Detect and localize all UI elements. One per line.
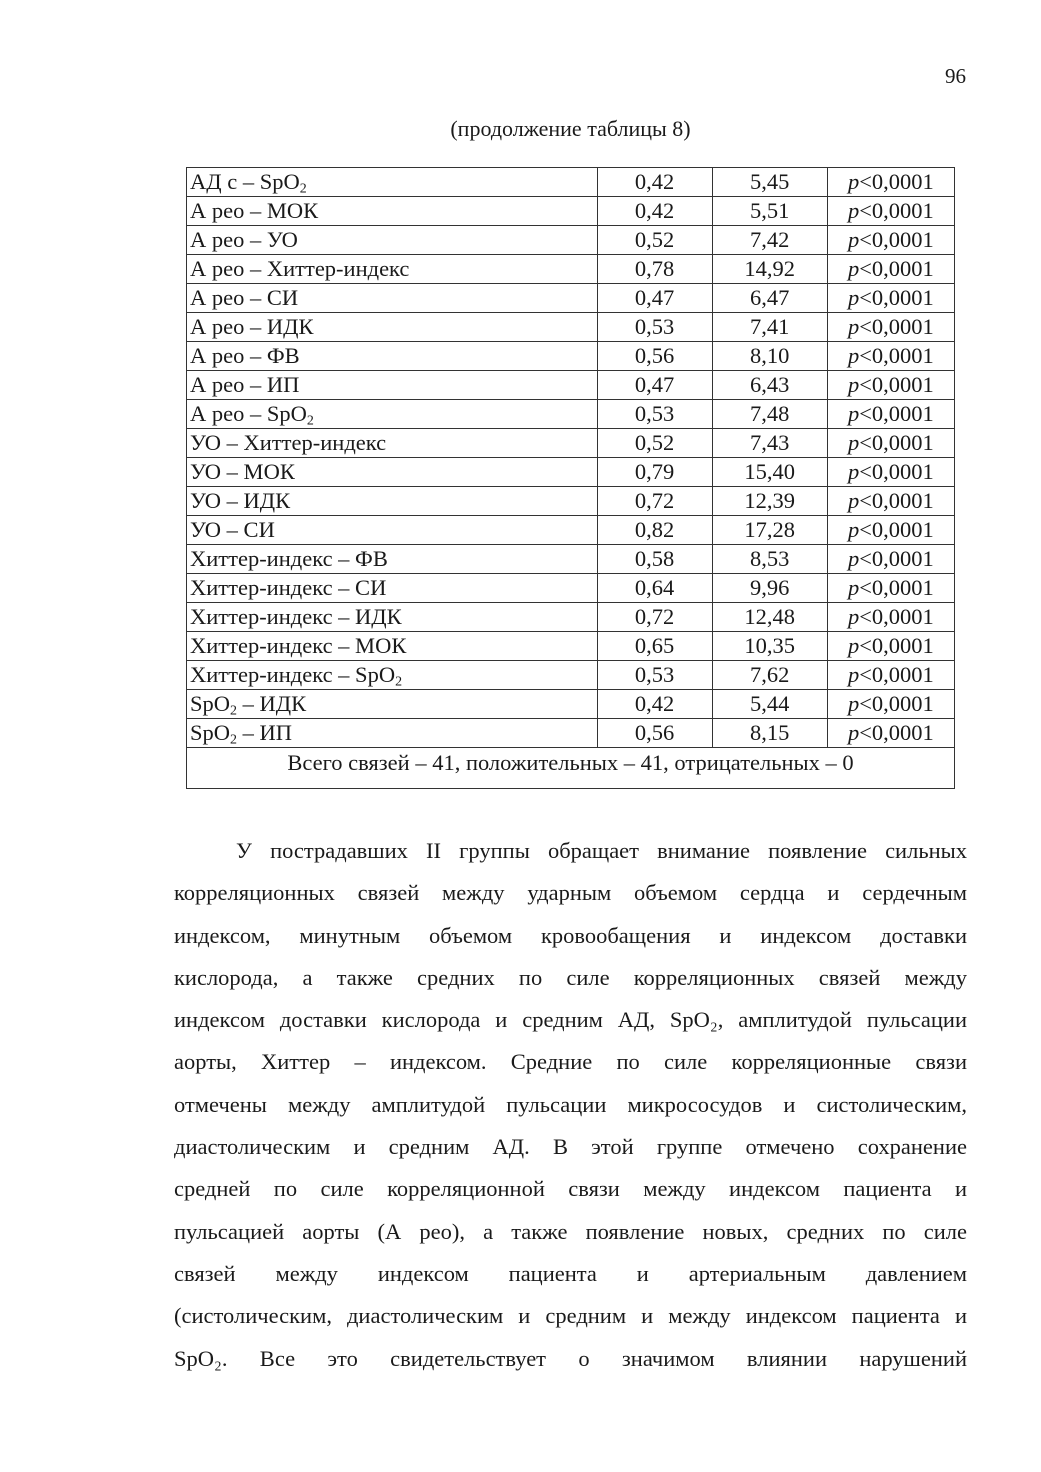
table-caption: (продолжение таблицы 8) (450, 116, 691, 141)
p-threshold: <0,0001 (859, 401, 934, 426)
t-value-cell: 8,15 (712, 719, 827, 748)
pair-name: Хиттер-индекс – SpO (190, 662, 396, 687)
p-threshold: <0,0001 (859, 227, 934, 252)
table-row (187, 603, 955, 632)
r-value-cell: 0,53 (597, 400, 712, 429)
table-row (187, 458, 955, 487)
r-value-cell: 0,47 (597, 371, 712, 400)
p-threshold: <0,0001 (859, 691, 934, 716)
pair-name: Хиттер-индекс – МОК (190, 633, 407, 658)
p-value-cell (827, 632, 954, 661)
pair-name-cell (187, 400, 598, 429)
p-threshold: <0,0001 (859, 285, 934, 310)
pair-name-cell (187, 545, 598, 574)
text-line: индексом, минутным объемом кровообащения и индексом доставки (174, 922, 967, 948)
p-symbol: p (847, 575, 860, 600)
subscript: 2 (230, 703, 237, 719)
p-value-cell (827, 603, 954, 632)
p-symbol: p (847, 343, 860, 368)
pair-name: Хиттер-индекс – ИДК (190, 604, 402, 629)
pair-name: А рео – Хиттер-индекс (190, 256, 410, 281)
text-line: отмечены между амплитудой пульсации микрососудов и систолическим, (174, 1091, 967, 1117)
p-value-cell (827, 313, 954, 342)
t-value-cell: 5,44 (712, 690, 827, 719)
p-threshold: <0,0001 (859, 459, 934, 484)
pair-name-cell (187, 516, 598, 545)
p-value-cell (827, 545, 954, 574)
p-value-cell (827, 255, 954, 284)
r-value-cell: 0,65 (597, 632, 712, 661)
p-value-cell (827, 458, 954, 487)
r-value-cell: 0,52 (597, 429, 712, 458)
p-threshold: <0,0001 (859, 314, 934, 339)
pair-name: Хиттер-индекс – ФВ (190, 546, 388, 571)
p-symbol: p (847, 430, 860, 455)
text-line: связей между индексом пациента и артериальным давлением (174, 1260, 967, 1286)
table-row (187, 313, 955, 342)
p-symbol: p (847, 227, 860, 252)
t-value-cell: 12,39 (712, 487, 827, 516)
t-value-cell: 6,43 (712, 371, 827, 400)
p-value-cell (827, 574, 954, 603)
r-value-cell: 0,53 (597, 661, 712, 690)
table-row (187, 226, 955, 255)
p-symbol: p (847, 198, 860, 223)
subscript: 2 (299, 181, 307, 197)
r-value-cell: 0,52 (597, 226, 712, 255)
p-value-cell (827, 661, 954, 690)
t-value-cell: 9,96 (712, 574, 827, 603)
pair-name-cell (187, 487, 598, 516)
pair-name-cell (187, 313, 598, 342)
table-row (187, 487, 955, 516)
r-value-cell: 0,78 (597, 255, 712, 284)
t-value-cell: 7,62 (712, 661, 827, 690)
r-value-cell: 0,64 (597, 574, 712, 603)
correlation-table (186, 167, 955, 789)
text-line: корреляционных связей между ударным объемом сердца и сердечным (174, 880, 967, 906)
p-symbol: p (847, 604, 860, 629)
p-symbol: p (847, 691, 860, 716)
pair-name-cell (187, 226, 598, 255)
text-line: кислорода, а также средних по силе корреляционных связей между (174, 964, 967, 990)
pair-name-cell (187, 574, 598, 603)
pair-name: АД с – SpO (190, 169, 300, 194)
t-value-cell: 8,53 (712, 545, 827, 574)
pair-name: А рео – УО (190, 227, 298, 252)
subscript: 2 (230, 732, 237, 748)
p-symbol: p (847, 517, 860, 542)
pair-name-cell (187, 719, 598, 748)
table-row (187, 690, 955, 719)
table-row (187, 632, 955, 661)
p-value-cell (827, 226, 954, 255)
t-value-cell: 12,48 (712, 603, 827, 632)
r-value-cell: 0,72 (597, 487, 712, 516)
p-symbol: p (847, 314, 860, 339)
subscript: 2 (306, 413, 314, 429)
table-row (187, 545, 955, 574)
p-symbol: p (847, 720, 860, 745)
t-value-cell: 5,51 (712, 197, 827, 226)
p-value-cell (827, 342, 954, 371)
pair-name: А рео – МОК (190, 198, 319, 223)
p-value-cell (827, 197, 954, 226)
t-value-cell: 17,28 (712, 516, 827, 545)
p-symbol: p (847, 633, 860, 658)
pair-name-cell (187, 197, 598, 226)
table-row (187, 429, 955, 458)
table-row (187, 574, 955, 603)
p-threshold: <0,0001 (859, 633, 934, 658)
table-row (187, 719, 955, 748)
text-line: средней по силе корреляционной связи между индексом пациента и (174, 1176, 967, 1202)
t-value-cell: 15,40 (712, 458, 827, 487)
r-value-cell: 0,72 (597, 603, 712, 632)
p-symbol: p (847, 546, 860, 571)
text-line: SpO₂. Все это свидетельствует о значимом влиянии нарушений (174, 1345, 967, 1371)
p-threshold: <0,0001 (859, 604, 934, 629)
pair-name-cell (187, 168, 598, 197)
p-threshold: <0,0001 (859, 372, 934, 397)
p-symbol: p (847, 459, 860, 484)
pair-name: УО – Хиттер-индекс (190, 430, 387, 455)
pair-name: SpO (190, 720, 231, 745)
t-value-cell: 14,92 (712, 255, 827, 284)
p-symbol: p (847, 256, 860, 281)
pair-name: А рео – СИ (190, 285, 299, 310)
table-row (187, 284, 955, 313)
pair-name: УО – МОК (190, 459, 295, 484)
r-value-cell: 0,53 (597, 313, 712, 342)
pair-name: УО – ИДК (190, 488, 291, 513)
pair-name-rest: – ИП (236, 720, 292, 745)
pair-name-cell (187, 690, 598, 719)
p-symbol: p (847, 662, 860, 687)
pair-name: А рео – ФВ (190, 343, 300, 368)
text-line: У пострадавших II группы обращает внимание появление сильных (236, 838, 967, 863)
p-value-cell (827, 429, 954, 458)
t-value-cell: 5,45 (712, 168, 827, 197)
p-threshold: <0,0001 (859, 198, 934, 223)
pair-name-cell (187, 342, 598, 371)
pair-name-cell (187, 603, 598, 632)
text-line: пульсацией аорты (А рео), а также появление новых, средних по силе (174, 1218, 967, 1244)
p-value-cell (827, 487, 954, 516)
pair-name-cell (187, 284, 598, 313)
t-value-cell: 8,10 (712, 342, 827, 371)
pair-name: А рео – SpO (190, 401, 307, 426)
pair-name-cell (187, 458, 598, 487)
p-threshold: <0,0001 (859, 575, 934, 600)
p-symbol: p (847, 169, 860, 194)
pair-name-cell (187, 429, 598, 458)
p-value-cell (827, 719, 954, 748)
page-number: 96 (945, 64, 966, 88)
t-value-cell: 10,35 (712, 632, 827, 661)
table-row (187, 342, 955, 371)
p-symbol: p (847, 401, 860, 426)
body-paragraph (174, 830, 967, 1380)
table-row (187, 661, 955, 690)
r-value-cell: 0,42 (597, 690, 712, 719)
r-value-cell: 0,42 (597, 197, 712, 226)
pair-name: УО – СИ (190, 517, 275, 542)
t-value-cell: 6,47 (712, 284, 827, 313)
p-threshold: <0,0001 (859, 662, 934, 687)
r-value-cell: 0,56 (597, 342, 712, 371)
p-value-cell (827, 168, 954, 197)
r-value-cell: 0,58 (597, 545, 712, 574)
summary-cell: Всего связей – 41, положительных – 41, отрицательных – 0 (187, 748, 955, 789)
table-row (187, 197, 955, 226)
p-value-cell (827, 690, 954, 719)
p-value-cell (827, 284, 954, 313)
t-value-cell: 7,43 (712, 429, 827, 458)
t-value-cell: 7,41 (712, 313, 827, 342)
t-value-cell: 7,48 (712, 400, 827, 429)
table-row (187, 168, 955, 197)
p-symbol: p (847, 372, 860, 397)
text-line: аорты, Хиттер – индексом. Средние по силе корреляционные связи (174, 1049, 967, 1075)
p-threshold: <0,0001 (859, 517, 934, 542)
table-row (187, 371, 955, 400)
r-value-cell: 0,79 (597, 458, 712, 487)
r-value-cell: 0,56 (597, 719, 712, 748)
p-value-cell (827, 400, 954, 429)
pair-name-cell (187, 661, 598, 690)
p-threshold: <0,0001 (859, 256, 934, 281)
p-threshold: <0,0001 (859, 169, 934, 194)
p-symbol: p (847, 285, 860, 310)
p-threshold: <0,0001 (859, 343, 934, 368)
p-threshold: <0,0001 (859, 488, 934, 513)
pair-name-rest: – ИДК (236, 691, 307, 716)
pair-name-cell (187, 371, 598, 400)
text-line: диастолическим и средним АД. В этой группе отмечено сохранение (174, 1134, 967, 1160)
table-row (187, 400, 955, 429)
subscript: 2 (395, 674, 403, 690)
r-value-cell: 0,82 (597, 516, 712, 545)
r-value-cell: 0,47 (597, 284, 712, 313)
pair-name: Хиттер-индекс – СИ (190, 575, 387, 600)
pair-name: А рео – ИДК (190, 314, 314, 339)
table-row (187, 516, 955, 545)
pair-name: SpO (190, 691, 231, 716)
summary-row (187, 748, 955, 789)
p-symbol: p (847, 488, 860, 513)
p-threshold: <0,0001 (859, 430, 934, 455)
pair-name: А рео – ИП (190, 372, 300, 397)
p-threshold: <0,0001 (859, 546, 934, 571)
p-value-cell (827, 516, 954, 545)
p-threshold: <0,0001 (859, 720, 934, 745)
pair-name-cell (187, 632, 598, 661)
text-line: (систолическим, диастолическим и средним и между индексом пациента и (174, 1303, 967, 1329)
table-row (187, 255, 955, 284)
t-value-cell: 7,42 (712, 226, 827, 255)
pair-name-cell (187, 255, 598, 284)
p-value-cell (827, 371, 954, 400)
r-value-cell: 0,42 (597, 168, 712, 197)
text-line: индексом доставки кислорода и средним АД, SpO₂, амплитудой пульсации (174, 1007, 967, 1033)
